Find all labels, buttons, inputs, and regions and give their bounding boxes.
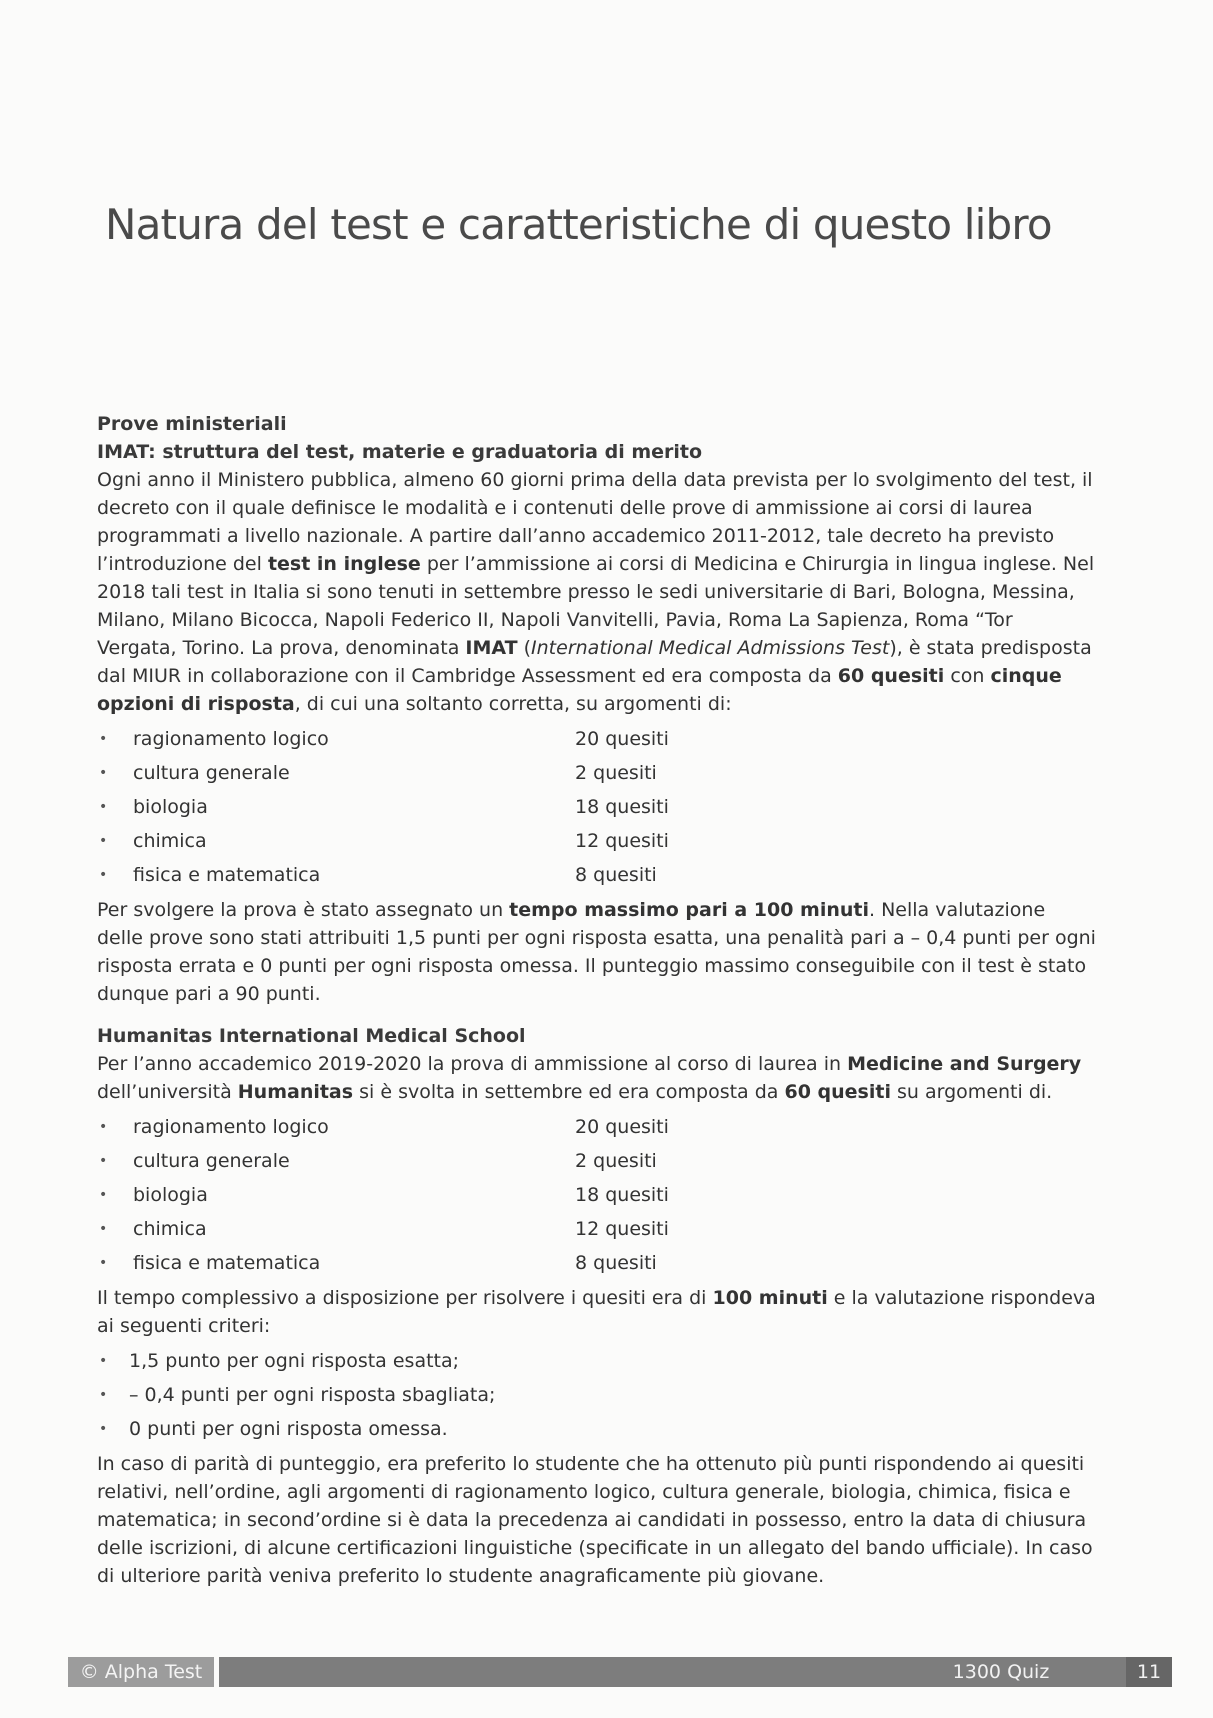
humanitas-criteria-list [97,1344,1097,1446]
imat-time-paragraph: Per svolgere la prova è stato assegnato un tempo massimo pari a 100 minuti. Nella valutazione delle prove sono stati attribuiti 1,5 punti per ogni risposta esatta, una penalità pari a – 0,4 punti per ogni risposta errata e 0 punti per ogni risposta omessa. Il punteggio massimo conseguibile con il test è stato dunque pari a 90 punti. [97,899,1096,1005]
list-item: • ragionamento logico 20 quesiti [97,1110,1097,1144]
list-item: • 0 punti per ogni risposta omessa. [97,1412,1097,1446]
list-item: • chimica 12 quesiti [97,1212,1097,1246]
list-item: • cultura generale 2 quesiti [97,1144,1097,1178]
list-item: • ragionamento logico 20 quesiti [97,722,1097,756]
imat-topic-list [97,722,1097,892]
section-heading-humanitas: Humanitas International Medical School [97,1025,526,1047]
page-number: 11 [1126,1657,1172,1687]
closing-paragraph: In caso di parità di punteggio, era preferito lo studente che ha ottenuto più punti rispondendo ai quesiti relativi, nell’ordine, agli argomenti di ragionamento logico, cultura generale, biologia, chimica, fisica e matematica; in second’ordine si è data la precedenza ai candidati in possesso, entro la data di chiusura delle iscrizioni, di alcune certificazioni linguistiche (specificate in un allegato del bando ufficiale). In caso di ulteriore parità veniva preferito lo studente anagraficamente più giovane. [97,1453,1093,1587]
list-item: • cultura generale 2 quesiti [97,756,1097,790]
imat-intro-paragraph: Ogni anno il Ministero pubblica, almeno 60 giorni prima della data prevista per lo svolgimento del test, il decreto con il quale definisce le modalità e i contenuti delle prove di ammissione ai corsi di laurea programmati a livello nazionale. A partire dall’anno accademico 2011-2012, tale decreto ha previsto l’introduzione del test in inglese per l’ammissione ai corsi di Medicina e Chirurgia in lingua inglese. Nel 2018 tali test in Italia si sono tenuti in settembre presso le sedi universitarie di Bari, Bologna, Messina, Milano, Milano Bicocca, Napoli Federico II, Napoli Vanvitelli, Pavia, Roma La Sapienza, Roma “Tor Vergata, Torino. La prova, denominata IMAT (International Medical Admissions Test), è stata predisposta dal MIUR in collaborazione con il Cambridge Assessment ed era composta da 60 quesiti con cinque opzioni di risposta, di cui una soltanto corretta, su argomenti di: [97,469,1095,715]
humanitas-intro-paragraph: Per l’anno accademico 2019-2020 la prova di ammissione al corso di laurea in Medicine and Surgery dell’università Humanitas si è svolta in settembre ed era composta da 60 quesiti su argomenti di. [97,1053,1082,1103]
footer-publisher: © Alpha Test [68,1657,214,1687]
list-item: • chimica 12 quesiti [97,824,1097,858]
page-footer [68,1657,1188,1687]
page-title: Natura del test e caratteristiche di questo libro [105,200,1052,249]
subsection-heading-imat: IMAT: struttura del test, materie e graduatoria di merito [97,441,703,463]
list-item: • 1,5 punto per ogni risposta esatta; [97,1344,1097,1378]
list-item: • fisica e matematica 8 quesiti [97,1246,1097,1280]
footer-book-title: 1300 Quiz [952,1661,1050,1683]
list-item: • biologia 18 quesiti [97,790,1097,824]
section-heading-prove-ministeriali: Prove ministeriali [97,413,287,435]
list-item: • fisica e matematica 8 quesiti [97,858,1097,892]
page-content [97,410,1097,1590]
humanitas-time-paragraph: Il tempo complessivo a disposizione per risolvere i quesiti era di 100 minuti e la valutazione rispondeva ai seguenti criteri: [97,1287,1096,1337]
list-item: • biologia 18 quesiti [97,1178,1097,1212]
list-item: • – 0,4 punti per ogni risposta sbagliata; [97,1378,1097,1412]
humanitas-topic-list [97,1110,1097,1280]
